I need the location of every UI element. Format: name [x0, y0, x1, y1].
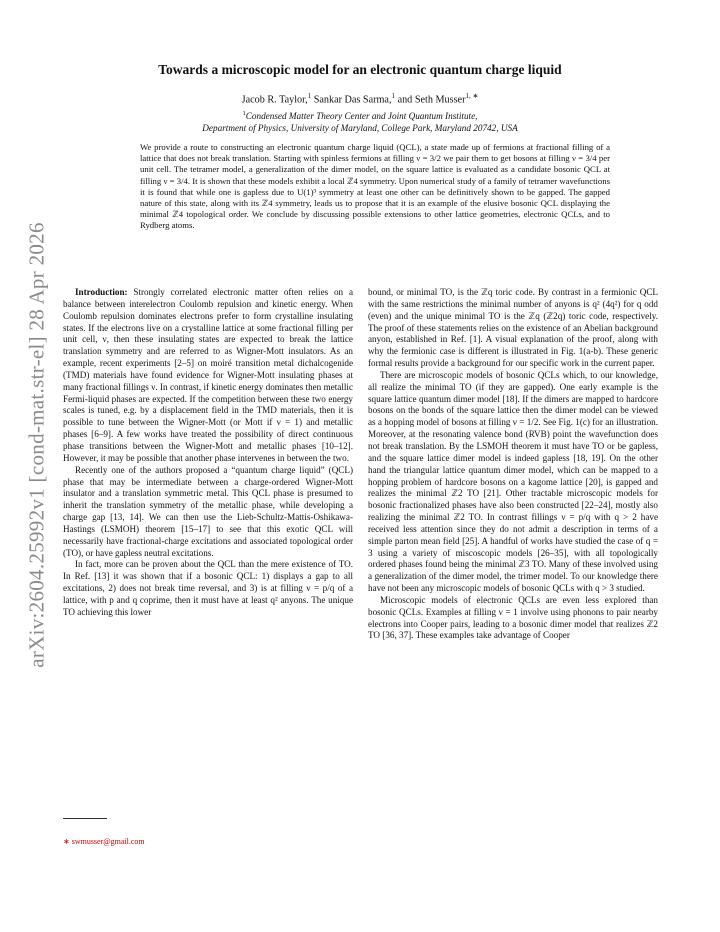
body-paragraph: There are microscopic models of bosonic QCLs which, to our knowledge, all realize the minimal TO (if they are gapped). One early example is the square lattice quantum dimer model [18]. If the dimers are mapped to hardcore bosons on the bonds of the square lattice then the dimer model can be viewed as a hopping model of bosons at filling ν = 1/2. See Fig. 1(c) for an illustration. Moreover, at the resonating valence bond (RVB) point the wavefunction does not break translation. By the LSMOH theorem it must have TO or be gapless, and the square lattice dimer model is indeed gapless [18, 19]. On the other hand the triangular lattice quantum dimer model, which can be mapped to a hopping problem of hardcore bosons on a kagome lattice [20], is gapped and realizes the minimal ℤ2 TO [21]. Other tractable microscopic models for bosonic fractionalized phases have also been constructed [22–24], mostly also realizing the minimal ℤ2 TO. In contrast fillings ν = p/q with q > 2 have received less attention since they do not admit a description in terms of a simple parton mean field [25]. A handful of works have studied the case of q = 3 using a variety of miscoscopic models [26–35], with all topologically ordered phases found being the minimal ℤ3 TO. Many of these involved using a generalization of the dimer model, the trimer model. To our knowledge there have not been any microscopic models of bosonic QCLs with q > 3 studied.	[368, 369, 658, 594]
author-affiliation-marker[interactable]: 1, ∗	[465, 92, 479, 100]
section-heading-introduction: Introduction:	[75, 287, 128, 297]
paragraph-text: Strongly correlated electronic matter often relies on a balance between interelectron Coulomb repulsion and kinetic energy. When Coulomb repulsion dominates electrons prefer to form crystalline insulating states. If the electrons live on a crystalline lattice at some fractional filling per unit cell, ν, then these insulating states are expected to break the lattice translation symmetry and are referred to as Wigner-Mott insulators. As an example, recent experiments [2–5] on moiré transition metal dichalcogenide (TMD) materials have found evidence for Wigner-Mott insulating phases at many fractional fillings ν. In contrast, if kinetic energy dominates then metallic Fermi-liquid phases are expected. If the competition between these two energy scales is tuned, e.g. by a displacement field in the TMD materials, then it is possible to tune between the Wigner-Mott (or Mott if ν = 1) and metallic phases [6–9]. A few works have treated the possibility of direct continuous phase transitions between the Wigner-Mott and metallic phases [10–12]. However, it may be possible that another phase intervenes in between the two.	[63, 287, 353, 463]
abstract: We provide a route to constructing an electronic quantum charge liquid (QCL), a state made up of fermions at fractional filling of a lattice that does not break translation. Starting with spinless fermions at filling ν = 3/2 we pair them to get bosons at filling ν = 3/4 per unit cell. The tetramer model, a generalization of the dimer model, on the square lattice is evaluated as a candidate bosonic QCL at filling ν = 3/4. It is shown that these models exhibit a local ℤ4 symmetry. Upon numerical study of a family of tetramer wavefunctions it is found that while one is gapless due to U(1)³ symmetry at least one other can be definitively shown to be gapped. The gapped nature of this state, along with its ℤ4 symmetry, leads us to propose that it is an example of the elusive bosonic QCL displaying the minimal ℤ4 topological order. We conclude by discussing possible extensions to other lattice geometries, electronic QCLs, and to Rydberg atoms.	[140, 142, 610, 231]
affiliation-marker: 1	[242, 110, 246, 117]
affiliation	[0, 108, 720, 134]
arxiv-sidebar-stamp	[22, 215, 52, 675]
body-paragraph: Recently one of the authors proposed a “quantum charge liquid” (QCL) phase that may be intermediate between a charge-ordered Wigner-Mott insulator and a translation symmetric metal. This QCL phase is presumed to inherit the translation symmetry of the metallic phase, while developing a charge gap [13, 14]. We can then use the Lieb-Schultz-Mattis-Oshikawa-Hastings (LSMOH) theorem [15–17] to see that this exotic QCL will necessarily have fractional-charge excitations and associated topological order (TO), or have gapless neutral excitations.	[63, 464, 353, 558]
affiliation-line-1	[0, 108, 720, 122]
author-list	[0, 92, 720, 105]
paper-title: Towards a microscopic model for an electronic quantum charge liquid	[158, 62, 562, 77]
arxiv-identifier: arXiv:2604.25992v1 [cond-mat.str-el] 28 Apr 2026	[24, 222, 49, 668]
footnote	[63, 837, 145, 846]
footnote-marker: ∗	[63, 837, 70, 846]
right-column	[368, 287, 658, 642]
affiliation-line-2: Department of Physics, University of Maryland, College Park, Maryland 20742, USA	[202, 123, 518, 134]
author-name[interactable]: Jacob R. Taylor,	[241, 94, 308, 106]
body-paragraph: bound, or minimal TO, is the ℤq toric code. By contrast in a fermionic QCL with the same restrictions the minimal number of anyons is q² (4q²) for q odd (even) and the unique minimal TO is the ℤq (ℤ2q) toric code, respectively. The proof of these statements relies on the existence of an Abelian background anyon, established in Ref. [1]. A visual explanation of the proof, along with why the fermionic case is different is illustrated in Fig. 1(a-b). These generic formal results provide a background for our specific work in the current paper.	[368, 287, 658, 369]
body-paragraph: In fact, more can be proven about the QCL than the mere existence of TO. In Ref. [13] it was shown that if a bosonic QCL: 1) displays a gap to all excitations, 2) does not break time reversal, and 3) is at filling ν = p/q of a lattice, with p and q coprime, then it must have at least q² anyons. The unique TO achieving this lower	[63, 559, 353, 617]
author-name[interactable]: Sankar Das Sarma,	[313, 94, 392, 106]
affiliation-text: Condensed Matter Theory Center and Joint Quantum Institute,	[245, 111, 478, 122]
intro-paragraph	[63, 287, 353, 465]
footnote-divider	[63, 818, 107, 819]
author-name[interactable]: and Seth Musser	[397, 94, 466, 106]
corresponding-email-link[interactable]: swmusser@gmail.com	[71, 837, 145, 846]
author-affiliation-marker: 1	[307, 92, 312, 100]
author-affiliation-marker: 1	[391, 92, 396, 100]
body-paragraph: Microscopic models of electronic QCLs are even less explored than bosonic QCLs. Examples at filling ν = 1 involve using phonons to pair nearby electrons into Cooper pairs, leading to a bosonic dimer model that realizes ℤ2 TO [36, 37]. These examples take advantage of Cooper	[368, 594, 658, 641]
left-column	[63, 287, 353, 619]
